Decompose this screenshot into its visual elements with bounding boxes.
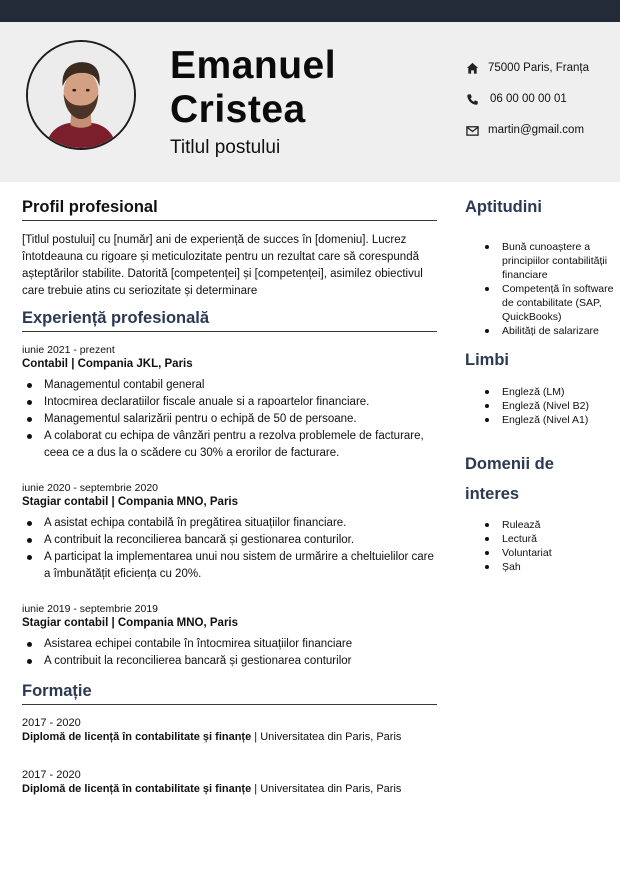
- job-role: Stagiar contabil | Compania MNO, Paris: [22, 617, 239, 629]
- candidate-name: [170, 44, 336, 132]
- list-item: Managementul contabil general: [22, 377, 437, 394]
- education-dates: 2017 - 2020: [22, 769, 81, 781]
- education-entry: [22, 769, 437, 795]
- interests-title-line2: interes: [465, 485, 520, 503]
- school-name: | Universitatea din Paris, Paris: [251, 783, 402, 795]
- degree-name: Diplomă de licență în contabilitate și finanțe: [22, 783, 252, 795]
- job-dates: iunie 2021 - prezent: [22, 344, 115, 356]
- list-item: Intocmirea declaratiilor fiscale anuale si a rapoartelor financiare.: [22, 394, 437, 411]
- list-item: A asistat echipa contabilă în pregătirea situațiilor financiare.: [22, 515, 437, 532]
- job-bullets: [22, 515, 437, 583]
- list-item: A contribuit la reconcilierea bancară și gestionarea conturilor.: [22, 532, 437, 549]
- job-dates: iunie 2019 - septembrie 2019: [22, 603, 159, 615]
- list-item: Asistarea echipei contabile în întocmirea situațiilor financiare: [22, 636, 437, 653]
- job-entry: [22, 344, 437, 462]
- address-text: 75000 Paris, Franța: [488, 62, 590, 74]
- interests-list: [465, 518, 615, 574]
- education-title: Formație: [22, 682, 437, 705]
- envelope-icon: [465, 123, 479, 137]
- contact-block: [465, 60, 615, 153]
- job-bullets: [22, 377, 437, 462]
- skills-list: [465, 240, 615, 338]
- profile-title: Profil profesional: [22, 198, 437, 221]
- job-title: Titlul postului: [170, 137, 281, 158]
- job-dates: iunie 2020 - septembrie 2020: [22, 482, 159, 494]
- list-item: Voluntariat: [465, 546, 615, 560]
- job-role: Stagiar contabil | Compania MNO, Paris: [22, 496, 239, 508]
- list-item: Engleză (LM): [465, 385, 615, 399]
- school-name: | Universitatea din Paris, Paris: [251, 731, 402, 743]
- side-column: [465, 198, 615, 574]
- list-item: A colaborat cu echipa de vânzări pentru a rezolva problemele de facturare, ceea ce a dus la o scădere cu 30% a erorilor de facturare.: [22, 428, 437, 462]
- last-name: Cristea: [170, 88, 306, 131]
- phone-text: 06 00 00 00 01: [490, 93, 567, 105]
- list-item: Abilități de salarizare: [465, 324, 615, 338]
- job-entry: [22, 482, 437, 583]
- experience-title: Experiență profesională: [22, 309, 437, 332]
- main-column: [22, 198, 437, 795]
- list-item: Lectură: [465, 532, 615, 546]
- interests-title: [465, 449, 615, 512]
- list-item: Engleză (Nivel B2): [465, 399, 615, 413]
- list-item: Managementul salarizării pentru o echipă de 50 de persoane.: [22, 411, 437, 428]
- education-degree-line: [22, 783, 437, 795]
- languages-title: Limbi: [465, 351, 509, 369]
- list-item: A participat la implementarea unui nou sistem de urmărire a cheltuielilor care a îmbunătățit eficiența cu 20%.: [22, 549, 437, 583]
- top-bar: [0, 0, 620, 22]
- job-entry: [22, 603, 437, 670]
- first-name: Emanuel: [170, 44, 337, 87]
- email-text: martin@gmail.com: [488, 124, 585, 136]
- contact-phone: [465, 91, 615, 107]
- list-item: Rulează: [465, 518, 615, 532]
- languages-list: [465, 385, 615, 427]
- home-icon: [465, 61, 479, 75]
- list-item: A contribuit la reconcilierea bancară și gestionarea conturilor: [22, 653, 437, 670]
- degree-name: Diplomă de licență în contabilitate și finanțe: [22, 731, 252, 743]
- skills-title: Aptitudini: [465, 198, 542, 216]
- avatar: [26, 40, 136, 150]
- list-item: Engleză (Nivel A1): [465, 413, 615, 427]
- contact-email: [465, 122, 615, 138]
- interests-title-line1: Domenii de: [465, 455, 554, 473]
- job-bullets: [22, 636, 437, 670]
- education-dates: 2017 - 2020: [22, 717, 81, 729]
- education-entry: [22, 717, 437, 743]
- list-item: Șah: [465, 560, 615, 574]
- education-degree-line: [22, 731, 437, 743]
- phone-icon: [465, 92, 479, 106]
- list-item: Bună cunoaștere a principiilor contabilității financiare: [465, 240, 615, 282]
- profile-text: [Titlul postului] cu [număr] ani de experiență de succes în [domeniu]. Lucrez întotdeauna cu rigoare și meticulozitate pentru un rezultat care să corespundă așteptărilor stabilite. Datorită [competenței] și [competenței], asimilez obiectivul care trebuie atins cu seriozitate și determinare: [22, 234, 423, 297]
- list-item: Competență în software de contabilitate (SAP, QuickBooks): [465, 282, 615, 324]
- contact-address: [465, 60, 615, 76]
- job-role: Contabil | Compania JKL, Paris: [22, 358, 193, 370]
- profile-photo: [28, 42, 134, 148]
